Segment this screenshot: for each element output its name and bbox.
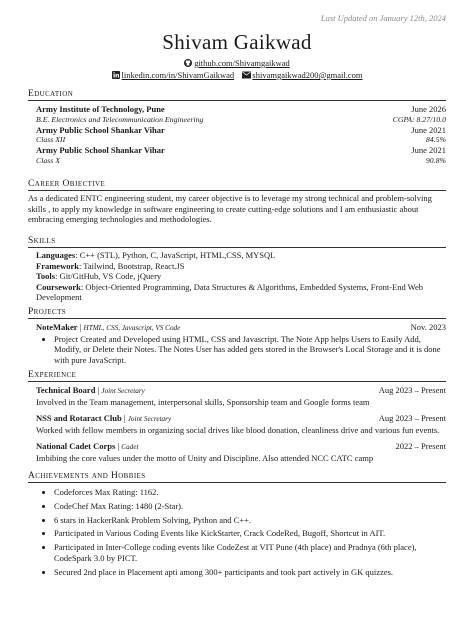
achievement-item: • Participated in Inter-College coding events like CodeZest at VIT Pune (4th place) and Pradnya (6th place), CodeSpark 3.0 by PICT. [54, 542, 446, 564]
candidate-name: Shivam Gaikwad [162, 30, 312, 54]
section-title: Education [28, 89, 446, 101]
experience-row: NSS and Rotaract Club | Joint Secretary Aug 2023 – Present [36, 413, 446, 423]
last-updated: Last Updated on January 12th, 2024 [320, 13, 446, 23]
experience-desc: Imbibing the core values under the motto of Unity and Discipline. Also attended NCC CATC camp [36, 452, 374, 463]
skill-row: Coursework: Object-Oriented Programming, Data Structures & Algorithms, Embedded Systems, Front-End Web Development [36, 281, 424, 302]
achievements-list [28, 483, 446, 578]
education-date: June 2021 [411, 145, 446, 155]
skill-row: Languages: C++ (STL), Python, C, JavaScript, HTML,CSS, MYSQL [36, 250, 276, 260]
role: Cadet [121, 443, 139, 451]
degree: B.E. Electronics and Telecommunication Engineering [36, 114, 204, 124]
projects-section [28, 307, 446, 366]
school-name: Army Public School Shankar Vihar [36, 145, 165, 155]
experience-row: Technical Board | Joint Secretary Aug 2023 – Present [36, 385, 446, 395]
org-name: National Cadet Corps [36, 441, 116, 451]
skill-row: Tools: Git/GitHub, VS Code, jQuery [36, 271, 162, 281]
org-name: Technical Board [36, 385, 96, 395]
org-name: NSS and Rotaract Club [36, 413, 122, 423]
education-section [28, 89, 446, 166]
role: Joint Secretary [101, 387, 145, 395]
project-bullets [36, 334, 446, 366]
education-sub [36, 156, 446, 166]
email-link[interactable]: shivamgaikwad200@gmail.com [252, 70, 363, 80]
school-name: Army Institute of Technology, Pune [36, 104, 165, 114]
score: CGPA: 8.27/10.0 [392, 114, 446, 124]
experience-desc: Involved in the Team management, interpersonal skills, Sponsorship team and Google forms team [36, 396, 370, 407]
experience-date: 2022 – Present [395, 441, 446, 451]
education-date: June 2026 [411, 104, 446, 114]
project-name: NoteMaker [36, 322, 78, 332]
experience-desc: Worked with fellow members in organizing social drives like blood donation, cleanliness drive and various fun events. [36, 424, 440, 435]
experience-date: Aug 2023 – Present [378, 385, 446, 395]
experience-row: National Cadet Corps | Cadet 2022 – Present [36, 441, 446, 451]
project-desc: • Project Created and Developed using HTML, CSS and Javascript. The Note App helps Users to Easily Add, Modify, or Delete their Notes. The Notes User has added gets stored in the Browser's Local Storage and it is done with pure JavaScript. [54, 334, 446, 366]
section-title: Skills [28, 236, 446, 248]
section-title: Experience [28, 370, 446, 382]
school-name: Army Public School Shankar Vihar [36, 124, 165, 135]
education-row [36, 125, 446, 136]
score: 84.5% [425, 135, 446, 144]
contact-github[interactable] [0, 58, 474, 68]
section-title: Career Objective [28, 179, 446, 191]
achievements-section [28, 471, 446, 578]
achievement-item: • Participated in Various Coding Events like KickStarter, Crack CodeRed, Bugoff, Shortcut in AIT. [54, 528, 446, 539]
education-sub [36, 135, 446, 145]
achievement-item: • 6 stars in HackerRank Problem Solving, Python and C++. [54, 515, 446, 526]
achievement-item: • CodeChef Max Rating: 1480 (2-Star). [54, 501, 446, 512]
skills-section [28, 236, 446, 303]
achievement-item: • Secured 2nd place in Placement apti among 300+ participants and took part actively in GK quizzes. [54, 567, 446, 578]
experience-section [28, 370, 446, 463]
contact-line [0, 70, 474, 80]
github-link[interactable]: github.com/Shivamgaikwad [194, 58, 290, 68]
project-date: Nov. 2023 [410, 322, 446, 332]
education-sub [36, 115, 446, 125]
objective-text: As a dedicated ENTC engineering student, my career objective is to leverage my strong technical and problem-solving skills , to apply my knowledge in software engineering to create cutting-edge solutions and I am enthusiastic about embracing emerging technologies and methodologies. [28, 193, 432, 224]
education-date: June 2021 [411, 124, 446, 135]
github-icon [184, 59, 192, 67]
education-row [36, 104, 446, 115]
experience-date: Aug 2023 – Present [378, 413, 446, 423]
achievement-item: • Codeforces Max Rating: 1162. [54, 487, 446, 498]
project-row: NoteMaker | HTML, CSS, Javascript, VS Code Nov. 2023 [36, 322, 446, 332]
role: Joint Secretary [127, 415, 172, 423]
section-title: Achievements and Hobbies [28, 471, 446, 483]
section-title: Projects [28, 307, 446, 319]
score: 90.8% [425, 155, 446, 165]
skill-row: Framework: Tailwind, Bootstrap, React.JS [36, 260, 185, 271]
objective-section [28, 179, 446, 225]
project-tech: HTML, CSS, Javascript, VS Code [83, 324, 181, 332]
email-icon [242, 71, 250, 79]
degree: Class XII [36, 135, 66, 144]
linkedin-icon [112, 71, 120, 79]
degree: Class X [36, 155, 61, 165]
linkedin-link[interactable]: linkedin.com/in/ShivamGaikwad [121, 70, 235, 80]
education-row [36, 145, 446, 156]
